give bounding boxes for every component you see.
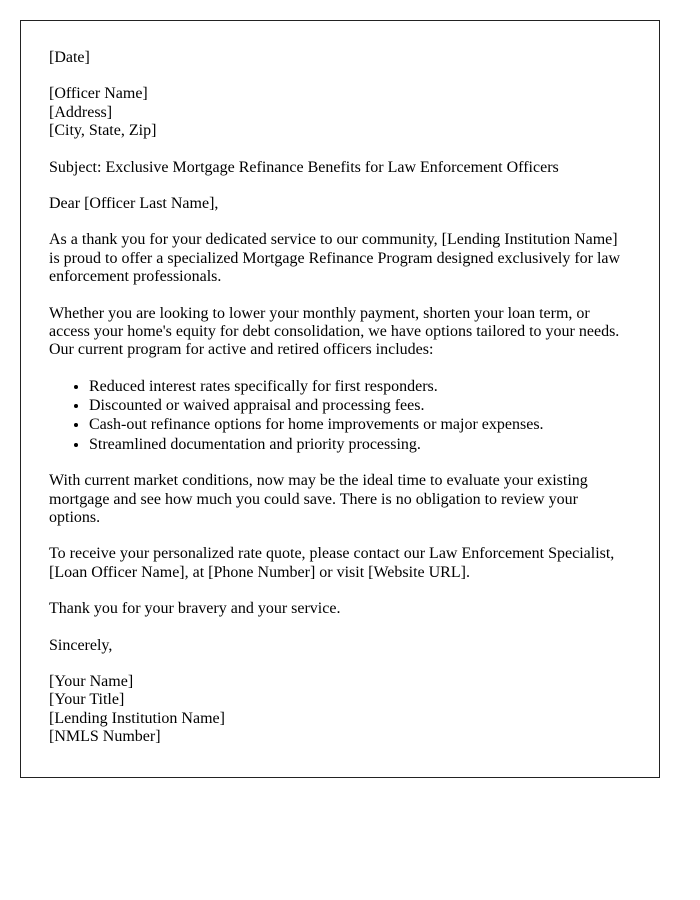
benefit-item-cash-out: • Cash-out refinance options for home improvements or major expenses.	[89, 416, 631, 434]
paragraph-thanks: Thank you for your bravery and your service.	[49, 600, 341, 618]
benefit-item-reduced-rates: • Reduced interest rates specifically for first responders.	[89, 378, 631, 396]
recipient-block	[49, 85, 631, 140]
paragraph-program: Whether you are looking to lower your monthly payment, shorten your loan term, or access your home's equity for debt consolidation, we have options tailored to your needs. Our current program for active and retired officers includes:	[49, 304, 620, 359]
benefit-item-waived-fees: • Discounted or waived appraisal and processing fees.	[89, 397, 631, 415]
recipient-city-state-zip: [City, State, Zip]	[49, 122, 157, 140]
signature-name: [Your Name]	[49, 672, 134, 690]
paragraph-contact: To receive your personalized rate quote, please contact our Law Enforcement Specialist, [Loan Officer Name], at [Phone Number] or visit [Website URL].	[49, 545, 615, 581]
signature-block	[49, 673, 631, 747]
signature-nmls: [NMLS Number]	[49, 728, 161, 746]
benefits-list	[49, 378, 631, 455]
salutation: Dear [Officer Last Name],	[49, 194, 219, 212]
paragraph-intro: As a thank you for your dedicated service to our community, [Lending Institution Name] is proud to offer a specialized Mortgage Refinance Program designed exclusively for law enforcement professionals.	[49, 231, 621, 286]
paragraph-market: With current market conditions, now may be the ideal time to evaluate your existing mortgage and see how much you could save. There is no obligation to review your options.	[49, 472, 588, 527]
signature-institution: [Lending Institution Name]	[49, 709, 225, 727]
closing: Sincerely,	[49, 636, 113, 654]
signature-title: [Your Title]	[49, 691, 125, 709]
recipient-name: [Officer Name]	[49, 85, 148, 103]
benefit-item-streamlined: • Streamlined documentation and priority processing.	[89, 436, 631, 454]
subject-line: Subject: Exclusive Mortgage Refinance Benefits for Law Enforcement Officers	[49, 158, 559, 176]
recipient-address: [Address]	[49, 103, 113, 121]
letter-border-frame	[20, 20, 660, 778]
date-placeholder: [Date]	[49, 49, 90, 66]
